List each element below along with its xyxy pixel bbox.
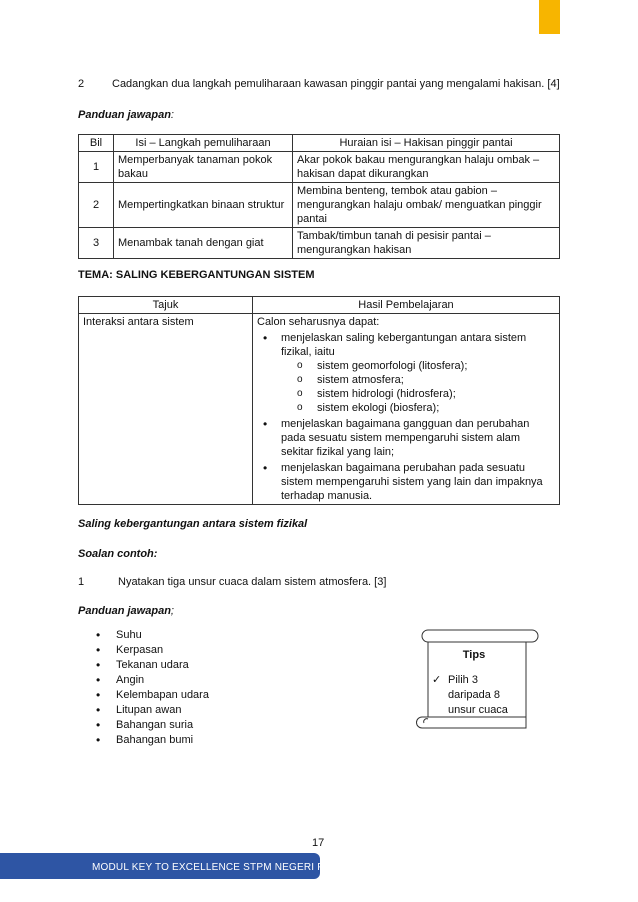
table-row: [79, 152, 560, 183]
table-row: [79, 314, 560, 505]
cell-bil: 3: [79, 228, 114, 259]
page-tab-marker: [539, 0, 560, 34]
table-hasil-pembelajaran: [78, 296, 560, 505]
hasil-bullet-3: • menjelaskan bagaimana perubahan pada sesuatu sistem mempengaruhi sistem yang lain dan impaknya terhadap manusia.: [257, 461, 555, 503]
table-header-row: [79, 297, 560, 314]
cell-isi: Mempertingkatkan binaan struktur: [114, 183, 293, 228]
cell-bil: 2: [79, 183, 114, 228]
question-2-text: Cadangkan dua langkah pemuliharaan kawasan pinggir pantai yang mengalami hakisan. [4]: [112, 78, 560, 90]
sub-item-hidrologi: o sistem hidrologi (hidrosfera);: [257, 387, 555, 401]
cell-tajuk: Interaksi antara sistem: [79, 314, 253, 505]
cell-isi: Memperbanyak tanaman pokok bakau: [114, 152, 293, 183]
tema-heading: TEMA: SALING KEBERGANTUNGAN SISTEM: [78, 269, 315, 281]
page-number: 17: [312, 837, 325, 849]
cell-isi: Menambak tanah dengan giat: [114, 228, 293, 259]
cell-huraian: Membina benteng, tembok atau gabion – mengurangkan halaju ombak/ menguatkan pinggir pantai: [293, 183, 560, 228]
table-header-row: [79, 135, 560, 152]
tips-box: [428, 648, 520, 718]
hasil-bullet-2: • menjelaskan bagaimana gangguan dan perubahan pada sesuatu sistem mempengaruhi sistem alam sekitar fizikal yang lain;: [257, 417, 555, 459]
sub-item-atmosfera: o sistem atmosfera;: [257, 373, 555, 387]
sub-item-geomorfologi: o sistem geomorfologi (litosfera);: [257, 359, 555, 373]
list-item: • Kelembapan udara: [96, 688, 209, 703]
table-row: [79, 183, 560, 228]
cell-bil: 1: [79, 152, 114, 183]
list-item: • Bahangan suria: [96, 718, 209, 733]
header-tajuk: Tajuk: [79, 297, 253, 314]
tips-title: Tips: [462, 649, 486, 661]
tips-text: ✓ Pilih 3 daripada 8 unsur cuaca: [428, 673, 520, 718]
question-2-number: 2: [78, 78, 85, 90]
table-langkah-pemuliharaan: [78, 134, 560, 259]
footer-text: MODUL KEY TO EXCELLENCE STPM NEGERI PERAK: [92, 862, 353, 873]
hasil-bullet-1: • menjelaskan saling kebergantungan antara sistem fizikal, iaitu: [257, 331, 555, 359]
cell-huraian: Tambak/timbun tanah di pesisir pantai – mengurangkan hakisan: [293, 228, 560, 259]
table-row: [79, 228, 560, 259]
header-hasil: Hasil Pembelajaran: [253, 297, 560, 314]
header-huraian: Huraian isi – Hakisan pinggir pantai: [293, 135, 560, 152]
list-item: • Suhu: [96, 628, 209, 643]
list-item: • Kerpasan: [96, 643, 209, 658]
list-item: • Litupan awan: [96, 703, 209, 718]
question-1-number: 1: [78, 576, 85, 588]
list-item: • Bahangan bumi: [96, 733, 209, 748]
question-1-text: Nyatakan tiga unsur cuaca dalam sistem atmosfera. [3]: [118, 576, 387, 588]
soalan-contoh-heading: Soalan contoh:: [78, 548, 158, 560]
header-bil: Bil: [79, 135, 114, 152]
header-isi: Isi – Langkah pemuliharaan: [114, 135, 293, 152]
list-item: • Tekanan udara: [96, 658, 209, 673]
panduan-heading-2: Panduan jawapan;: [78, 605, 174, 617]
sub-item-ekologi: o sistem ekologi (biosfera);: [257, 401, 555, 415]
cell-hasil: [253, 314, 560, 505]
list-item: • Angin: [96, 673, 209, 688]
panduan-heading-1: Panduan jawapan:: [78, 109, 174, 121]
subheading-saling-kebergantungan: Saling kebergantungan antara sistem fizikal: [78, 518, 308, 530]
hasil-intro: Calon seharusnya dapat:: [257, 316, 380, 328]
answer-list: [96, 628, 209, 748]
cell-huraian: Akar pokok bakau mengurangkan halaju ombak – hakisan dapat dikurangkan: [293, 152, 560, 183]
